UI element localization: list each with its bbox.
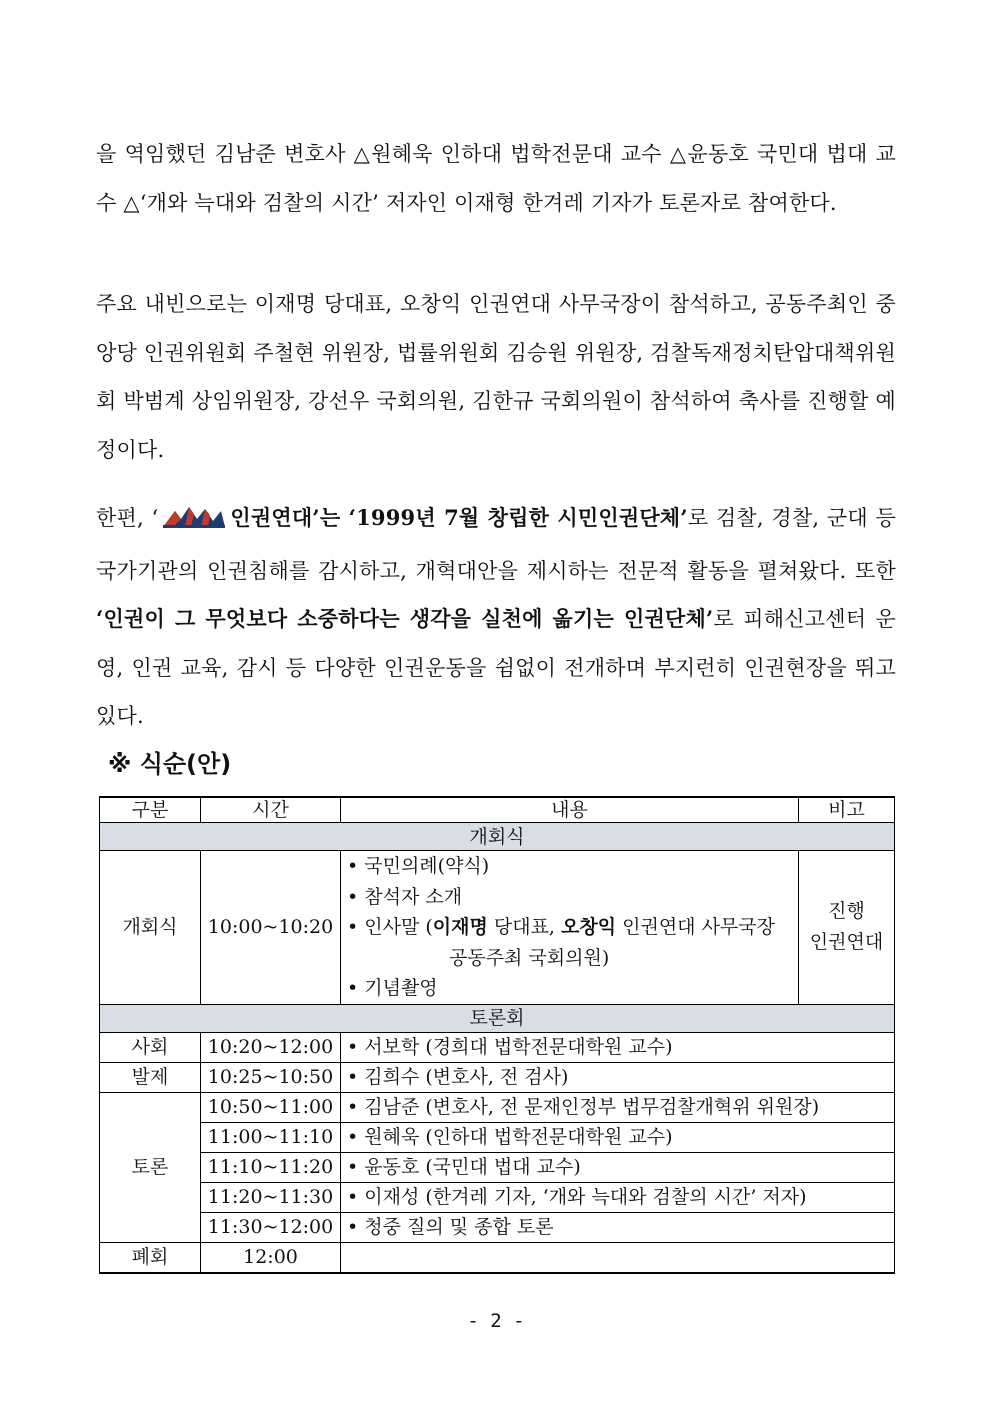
cell-time: 11:30~12:00: [201, 1212, 341, 1242]
paragraph-panelists: 을 역임했던 김남준 변호사 △원혜욱 인하대 법학전문대 교수 △윤동호 국민대 법대 교수 △‘개와 늑대와 검찰의 시간’ 저자인 이재형 한겨레 기자가 토론자로 참여한다.: [96, 142, 896, 215]
header-time: 시간: [201, 797, 341, 823]
cell-note: 진행 인권연대: [799, 851, 895, 1005]
cell-content: [341, 1242, 895, 1273]
cell-time: 11:00~11:10: [201, 1122, 341, 1152]
table-row: [100, 1152, 895, 1182]
paragraph-organization: [96, 494, 896, 741]
cell-content: • 청중 질의 및 종합 토론: [341, 1212, 895, 1242]
cell-time: 11:20~11:30: [201, 1182, 341, 1212]
page-number: - 2 -: [467, 1310, 525, 1332]
header-content: 내용: [341, 797, 799, 823]
cell-content: • 서보학 (경희대 법학전문대학원 교수): [341, 1032, 895, 1062]
list-item: • 인사말 (이재명 당대표, 오창익 인권연대 사무국장 공동주최 국회의원): [347, 912, 792, 973]
cell-category: 개회식: [100, 851, 201, 1005]
human-rights-solidarity-logo-icon: [161, 498, 227, 547]
paragraph-guests: 주요 내빈으로는 이재명 당대표, 오창익 인권연대 사무국장이 참석하고, 공동주최인 중앙당 인권위원회 주철현 위원장, 법률위원회 김승원 위원장, 검찰독재정치탄압대책위원회 박범계 상임위원장, 강선우 국회의원, 김한규 국회의원이 참석하여 축사를 진행할 예정이다.: [96, 292, 896, 462]
section-row-forum: [100, 1004, 895, 1032]
table-header-row: [100, 797, 895, 823]
section-title-opening: 개회식: [100, 823, 895, 851]
cell-category: 폐회: [100, 1242, 201, 1273]
table-row: [100, 1122, 895, 1152]
org-name-bold: 인권연대’는 ‘1999년 7월 창립한 시민인권단체’: [230, 505, 688, 530]
cell-content: • 원혜욱 (인하대 법학전문대학원 교수): [341, 1122, 895, 1152]
table-row: [100, 1212, 895, 1242]
schedule-table: [99, 796, 895, 1274]
cell-time: 10:50~11:00: [201, 1092, 341, 1122]
cell-content: • 김남준 (변호사, 전 문재인정부 법무검찰개혁위 위원장): [341, 1092, 895, 1122]
cell-time: 12:00: [201, 1242, 341, 1273]
list-item: • 참석자 소개: [347, 882, 792, 913]
cell-category: 사회: [100, 1032, 201, 1062]
header-note: 비고: [799, 797, 895, 823]
cell-content: [341, 851, 799, 1005]
cell-category: 발제: [100, 1062, 201, 1092]
table-row-opening: [100, 851, 895, 1005]
header-category: 구분: [100, 797, 201, 823]
table-row: [100, 1062, 895, 1092]
cell-time: 11:10~11:20: [201, 1152, 341, 1182]
org-desc-text: 로 검찰, 경찰, 군대 등 국가기관의 인권침해를 감시하고, 개혁대안을 제시하는 전문적 활동을 펼쳐왔다. 또한: [96, 506, 896, 583]
cell-content: • 윤동호 (국민대 법대 교수): [341, 1152, 895, 1182]
table-row: [100, 1032, 895, 1062]
table-row: [100, 1092, 895, 1122]
list-item: • 국민의례(약식): [347, 851, 792, 882]
org-intro-text: 한편, ‘: [96, 506, 159, 530]
cell-content: • 김희수 (변호사, 전 검사): [341, 1062, 895, 1092]
table-row: [100, 1182, 895, 1212]
cell-time: 10:00~10:20: [201, 851, 341, 1005]
org-activity-text: 로 피해신고센터 운영, 인권 교육, 감시 등 다양한 인권운동을 쉼없이 전개하며 부지런히 인권현장을 뛰고있다.: [96, 607, 897, 728]
cell-content: • 이재성 (한겨레 기자, ‘개와 늑대와 검찰의 시간’ 저자): [341, 1182, 895, 1212]
org-motto-bold: ‘인권이 그 무엇보다 소중하다는 생각을 실천에 옮기는 인권단체’: [96, 606, 714, 631]
section-row-opening: [100, 823, 895, 851]
cell-time: 10:25~10:50: [201, 1062, 341, 1092]
section-title-forum: 토론회: [100, 1004, 895, 1032]
cell-time: 10:20~12:00: [201, 1032, 341, 1062]
cell-category: 토론: [100, 1092, 201, 1242]
list-item: • 기념촬영: [347, 973, 792, 1004]
schedule-heading: ※ 식순(안): [108, 750, 232, 778]
table-row-closing: [100, 1242, 895, 1273]
